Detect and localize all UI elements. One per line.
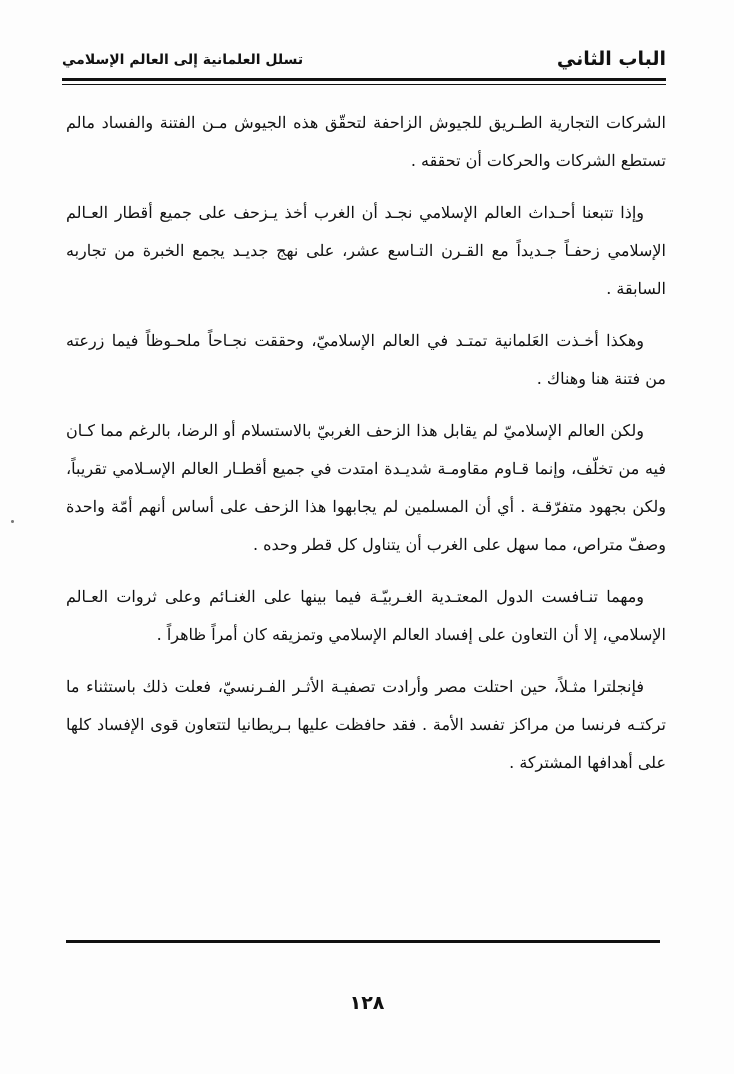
running-header (62, 46, 666, 76)
paragraph-5: ومهما تنـافست الدول المعتـدية الغـربيّـة فيما بينها على الغنـائم وعلى ثروات العـالم الإسلامي، إلا أن التعاون على إفساد العالم الإسلامي وتمزيقه كان أمراً ظاهراً . (66, 587, 666, 644)
header-rule-thick (62, 78, 666, 81)
paragraph-6: فإنجلترا مثـلاً، حين احتلت مصر وأرادت تصفيـة الأثـر الفـرنسيّ، فعلت ذلك باستثناء ما تركتـه فرنسا من مراكز تفسد الأمة . فقد حافظت عليها بـريطانيا لتتعاون قوى الإفساد كلها على أهدافها المشتركة . (66, 677, 666, 772)
paragraph-2: وإذا تتبعنا أحـداث العالم الإسلامي نجـد أن الغرب أخذ يـزحف على جميع أقطار العـالم الإسلامي زحفـاً جـديداً مع القـرن التـاسع عشر، على نهج جديـد يجمع الخبرة من تجاربه السابقة . (66, 203, 666, 298)
chapter-title: الباب الثاني (556, 48, 666, 70)
body-text (66, 104, 666, 796)
paragraph-3: وهكذا أخـذت العَلمانية تمتـد في العالم الإسلاميّ، وحققت نجـاحاً ملحـوظاً فيما زرعته من فتنة هنا وهناك . (66, 331, 666, 388)
page-number: ١٢٨ (349, 992, 385, 1014)
paragraph-1: الشركات التجارية الطـريق للجيوش الزاحفة لتحقّق هذه الجيوش مـن الفتنة والفساد مالم تستطع الشركات والحركات أن تحققه . (66, 113, 666, 170)
footer-rule (66, 940, 660, 943)
header-rule-thin (62, 84, 666, 85)
paragraph-4: ولكن العالم الإسلاميّ لم يقابل هذا الزحف الغربيّ بالاستسلام أو الرضا، بالرغم مما كـان فيه من تخلّف، وإنما قـاوم مقاومـة شديـدة امتدت في جميع أقطـار العالم الإسـلامي تقريباً، ولكن بجهود متفرّقـة . أي أن المسلمين لم يجابهوا هذا الزحف على أساس أنهم أمّة واحدة وصفّ متراص، مما سهل على الغرب أن يتناول كل قطر وحده . (66, 421, 666, 554)
book-title: تسلل العلمانية إلى العالم الإسلامي (62, 52, 304, 68)
scan-speck (11, 520, 14, 523)
